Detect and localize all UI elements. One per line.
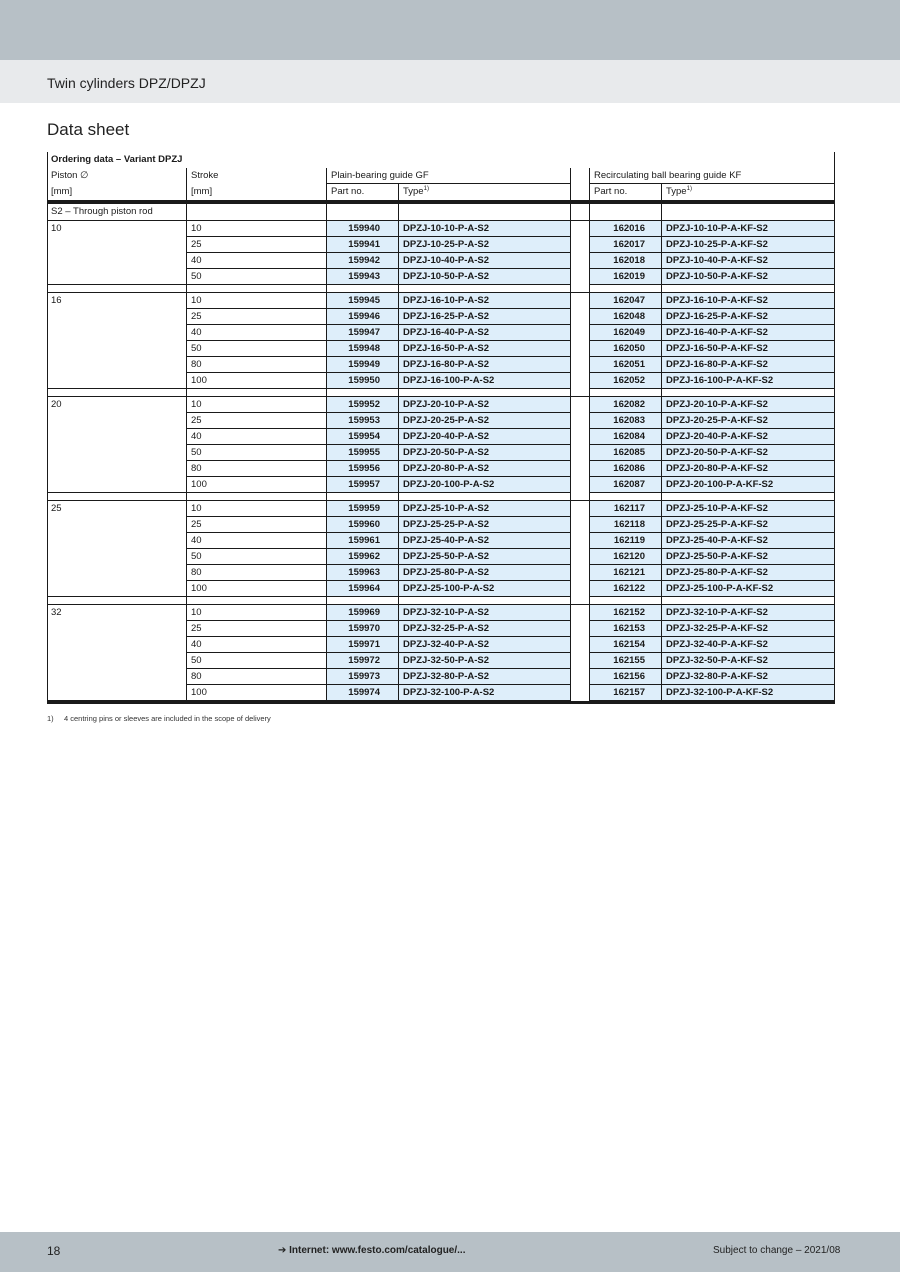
gf-type-code: DPZJ-25-100-P-A-S2 xyxy=(399,581,571,597)
table-row xyxy=(47,685,835,701)
kf-type-code: DPZJ-32-80-P-A-KF-S2 xyxy=(662,669,835,685)
gf-type-code: DPZJ-32-50-P-A-S2 xyxy=(399,653,571,669)
gf-part-number: 159949 xyxy=(327,357,398,373)
kf-part-number: 162153 xyxy=(590,621,661,637)
page-number: 18 xyxy=(47,1244,61,1258)
gf-part-number: 159959 xyxy=(327,501,398,517)
table-bottom-rule xyxy=(47,701,835,704)
gf-part-number: 159940 xyxy=(327,221,398,237)
kf-type-header xyxy=(662,184,835,200)
kf-part-number: 162117 xyxy=(590,501,661,517)
group-gf-header: Plain-bearing guide GF xyxy=(327,168,570,184)
piston-diameter xyxy=(47,445,186,461)
gf-type-code: DPZJ-20-50-P-A-S2 xyxy=(399,445,571,461)
column-divider xyxy=(398,184,399,704)
stroke-unit: [mm] xyxy=(191,186,213,197)
table-row xyxy=(47,341,835,357)
kf-type-code: DPZJ-10-50-P-A-KF-S2 xyxy=(662,269,835,285)
piston-diameter xyxy=(47,357,186,373)
piston-diameter xyxy=(47,685,186,701)
gf-type-code: DPZJ-25-25-P-A-S2 xyxy=(399,517,571,533)
table-row xyxy=(47,445,835,461)
piston-diameter xyxy=(47,253,186,269)
gf-type-code: DPZJ-20-25-P-A-S2 xyxy=(399,413,571,429)
kf-part-number: 162085 xyxy=(590,445,661,461)
stroke-value: 80 xyxy=(187,357,326,373)
gf-type-code: DPZJ-16-10-P-A-S2 xyxy=(399,293,571,309)
table-row xyxy=(47,309,835,325)
gf-part-number: 159943 xyxy=(327,269,398,285)
piston-diameter xyxy=(47,517,186,533)
kf-part-number: 162049 xyxy=(590,325,661,341)
piston-diameter xyxy=(47,533,186,549)
stroke-value: 40 xyxy=(187,429,326,445)
piston-diameter xyxy=(47,413,186,429)
table-row xyxy=(47,621,835,637)
kf-part-number: 162047 xyxy=(590,293,661,309)
kf-type-code: DPZJ-32-50-P-A-KF-S2 xyxy=(662,653,835,669)
gf-part-number: 159973 xyxy=(327,669,398,685)
ordering-table xyxy=(47,152,835,704)
column-divider xyxy=(47,152,48,704)
piston-diameter xyxy=(47,549,186,565)
table-row xyxy=(47,549,835,565)
gf-type-code: DPZJ-25-80-P-A-S2 xyxy=(399,565,571,581)
piston-diameter xyxy=(47,237,186,253)
column-divider xyxy=(589,168,590,704)
gf-type-code: DPZJ-16-100-P-A-S2 xyxy=(399,373,571,389)
kf-part-number: 162019 xyxy=(590,269,661,285)
gf-part-number: 159962 xyxy=(327,549,398,565)
footnote xyxy=(47,714,271,723)
piston-diameter: 25 xyxy=(51,503,62,514)
table-row xyxy=(47,477,835,493)
kf-type-code: DPZJ-20-40-P-A-KF-S2 xyxy=(662,429,835,445)
table-row xyxy=(47,637,835,653)
table-row xyxy=(47,373,835,389)
group-kf-header: Recirculating ball bearing guide KF xyxy=(590,168,835,184)
kf-part-number: 162119 xyxy=(590,533,661,549)
gf-part-number: 159947 xyxy=(327,325,398,341)
kf-part-number: 162120 xyxy=(590,549,661,565)
gf-type-code: DPZJ-10-50-P-A-S2 xyxy=(399,269,571,285)
kf-part-number: 162087 xyxy=(590,477,661,493)
kf-part-number: 162122 xyxy=(590,581,661,597)
kf-type-code: DPZJ-10-10-P-A-KF-S2 xyxy=(662,221,835,237)
gf-part-number: 159961 xyxy=(327,533,398,549)
piston-diameter: 32 xyxy=(51,607,62,618)
group-separator xyxy=(47,493,835,501)
stroke-value: 100 xyxy=(187,477,326,493)
group-separator xyxy=(47,389,835,397)
kf-part-number: 162157 xyxy=(590,685,661,701)
piston-diameter xyxy=(47,477,186,493)
stroke-value: 50 xyxy=(187,341,326,357)
section-row xyxy=(47,204,835,221)
column-divider xyxy=(834,152,835,704)
kf-part-number: 162016 xyxy=(590,221,661,237)
kf-type-label: Type xyxy=(666,186,687,197)
piston-diameter xyxy=(47,341,186,357)
kf-type-code: DPZJ-20-25-P-A-KF-S2 xyxy=(662,413,835,429)
document-title: Twin cylinders DPZ/DPZJ xyxy=(47,75,206,91)
kf-part-number: 162082 xyxy=(590,397,661,413)
gf-type-code: DPZJ-10-25-P-A-S2 xyxy=(399,237,571,253)
gf-type-code: DPZJ-32-100-P-A-S2 xyxy=(399,685,571,701)
gf-type-code: DPZJ-16-40-P-A-S2 xyxy=(399,325,571,341)
piston-diameter xyxy=(47,581,186,597)
kf-part-number: 162086 xyxy=(590,461,661,477)
gf-part-number: 159950 xyxy=(327,373,398,389)
table-caption-row xyxy=(47,152,835,168)
gf-type-code: DPZJ-25-10-P-A-S2 xyxy=(399,501,571,517)
gf-type-code: DPZJ-20-80-P-A-S2 xyxy=(399,461,571,477)
piston-unit: [mm] xyxy=(51,186,73,197)
stroke-value: 10 xyxy=(187,293,326,309)
kf-type-code: DPZJ-25-25-P-A-KF-S2 xyxy=(662,517,835,533)
stroke-value: 50 xyxy=(187,653,326,669)
stroke-value: 100 xyxy=(187,685,326,701)
gf-type-code: DPZJ-32-10-P-A-S2 xyxy=(399,605,571,621)
kf-type-code: DPZJ-16-10-P-A-KF-S2 xyxy=(662,293,835,309)
gf-type-header xyxy=(399,184,571,200)
table-row xyxy=(47,325,835,341)
kf-type-code: DPZJ-20-100-P-A-KF-S2 xyxy=(662,477,835,493)
piston-diameter xyxy=(47,653,186,669)
kf-part-number: 162051 xyxy=(590,357,661,373)
table-row xyxy=(47,357,835,373)
gf-part-number: 159972 xyxy=(327,653,398,669)
gf-type-label: Type xyxy=(403,186,424,197)
piston-diameter xyxy=(47,429,186,445)
kf-type-code: DPZJ-10-40-P-A-KF-S2 xyxy=(662,253,835,269)
gf-part-number: 159953 xyxy=(327,413,398,429)
gf-part-number: 159946 xyxy=(327,309,398,325)
gf-type-code: DPZJ-20-100-P-A-S2 xyxy=(399,477,571,493)
table-row xyxy=(47,429,835,445)
gf-part-number: 159952 xyxy=(327,397,398,413)
stroke-value: 25 xyxy=(187,517,326,533)
table-row xyxy=(47,253,835,269)
gf-type-code: DPZJ-25-50-P-A-S2 xyxy=(399,549,571,565)
top-banner xyxy=(0,0,900,60)
kf-type-code: DPZJ-25-10-P-A-KF-S2 xyxy=(662,501,835,517)
piston-diameter xyxy=(47,621,186,637)
kf-type-footnote-ref: 1) xyxy=(686,186,692,192)
kf-partno-header: Part no. xyxy=(594,186,628,197)
piston-diameter xyxy=(47,325,186,341)
gf-type-code: DPZJ-25-40-P-A-S2 xyxy=(399,533,571,549)
kf-part-number: 162155 xyxy=(590,653,661,669)
piston-diameter xyxy=(47,461,186,477)
table-row xyxy=(47,581,835,597)
stroke-value: 40 xyxy=(187,637,326,653)
gf-part-number: 159963 xyxy=(327,565,398,581)
kf-type-code: DPZJ-32-25-P-A-KF-S2 xyxy=(662,621,835,637)
section-title: Data sheet xyxy=(47,120,130,139)
kf-type-code: DPZJ-20-50-P-A-KF-S2 xyxy=(662,445,835,461)
col-piston-header: Piston ∅ xyxy=(51,170,89,181)
gf-type-code: DPZJ-16-50-P-A-S2 xyxy=(399,341,571,357)
col-stroke-header: Stroke xyxy=(191,170,219,181)
kf-type-code: DPZJ-16-40-P-A-KF-S2 xyxy=(662,325,835,341)
footnote-text: 4 centring pins or sleeves are included in the scope of delivery xyxy=(64,714,271,723)
kf-type-code: DPZJ-25-50-P-A-KF-S2 xyxy=(662,549,835,565)
gf-part-number: 159957 xyxy=(327,477,398,493)
stroke-value: 100 xyxy=(187,581,326,597)
piston-diameter xyxy=(47,373,186,389)
gf-part-number: 159960 xyxy=(327,517,398,533)
kf-type-code: DPZJ-32-10-P-A-KF-S2 xyxy=(662,605,835,621)
kf-type-code: DPZJ-25-40-P-A-KF-S2 xyxy=(662,533,835,549)
table-row xyxy=(47,221,835,237)
stroke-value: 10 xyxy=(187,605,326,621)
stroke-value: 25 xyxy=(187,621,326,637)
kf-type-code: DPZJ-20-80-P-A-KF-S2 xyxy=(662,461,835,477)
piston-diameter xyxy=(47,637,186,653)
kf-part-number: 162050 xyxy=(590,341,661,357)
kf-part-number: 162048 xyxy=(590,309,661,325)
table-header-row-2 xyxy=(47,184,835,200)
stroke-value: 100 xyxy=(187,373,326,389)
gf-type-code: DPZJ-10-10-P-A-S2 xyxy=(399,221,571,237)
gf-type-code: DPZJ-32-40-P-A-S2 xyxy=(399,637,571,653)
table-row xyxy=(47,653,835,669)
gf-part-number: 159955 xyxy=(327,445,398,461)
piston-diameter xyxy=(47,269,186,285)
table-row xyxy=(47,461,835,477)
piston-diameter: 20 xyxy=(51,399,62,410)
gf-part-number: 159964 xyxy=(327,581,398,597)
kf-part-number: 162152 xyxy=(590,605,661,621)
kf-type-code: DPZJ-32-100-P-A-KF-S2 xyxy=(662,685,835,701)
group-separator xyxy=(47,597,835,605)
stroke-value: 40 xyxy=(187,325,326,341)
table-caption: Ordering data – Variant DPZJ xyxy=(51,154,183,165)
piston-diameter xyxy=(47,309,186,325)
gf-type-footnote-ref: 1) xyxy=(423,186,429,192)
kf-type-code: DPZJ-16-80-P-A-KF-S2 xyxy=(662,357,835,373)
kf-part-number: 162154 xyxy=(590,637,661,653)
subject-to-change: Subject to change – 2021/08 xyxy=(713,1245,841,1256)
kf-part-number: 162121 xyxy=(590,565,661,581)
gf-type-code: DPZJ-32-80-P-A-S2 xyxy=(399,669,571,685)
gf-part-number: 159948 xyxy=(327,341,398,357)
kf-type-code: DPZJ-16-100-P-A-KF-S2 xyxy=(662,373,835,389)
column-divider xyxy=(326,168,327,704)
gf-type-code: DPZJ-16-80-P-A-S2 xyxy=(399,357,571,373)
gf-part-number: 159956 xyxy=(327,461,398,477)
table-row xyxy=(47,533,835,549)
table-row xyxy=(47,669,835,685)
column-divider xyxy=(570,168,571,704)
stroke-value: 25 xyxy=(187,309,326,325)
table-row xyxy=(47,501,835,517)
stroke-value: 10 xyxy=(187,501,326,517)
kf-part-number: 162084 xyxy=(590,429,661,445)
table-row xyxy=(47,565,835,581)
stroke-value: 10 xyxy=(187,397,326,413)
kf-type-code: DPZJ-16-50-P-A-KF-S2 xyxy=(662,341,835,357)
stroke-value: 80 xyxy=(187,565,326,581)
gf-part-number: 159941 xyxy=(327,237,398,253)
kf-part-number: 162156 xyxy=(590,669,661,685)
kf-type-code: DPZJ-10-25-P-A-KF-S2 xyxy=(662,237,835,253)
gf-part-number: 159969 xyxy=(327,605,398,621)
gf-part-number: 159942 xyxy=(327,253,398,269)
kf-part-number: 162018 xyxy=(590,253,661,269)
kf-part-number: 162052 xyxy=(590,373,661,389)
stroke-value: 50 xyxy=(187,269,326,285)
stroke-value: 50 xyxy=(187,549,326,565)
gf-part-number: 159970 xyxy=(327,621,398,637)
stroke-value: 80 xyxy=(187,669,326,685)
group-separator xyxy=(47,285,835,293)
gf-type-code: DPZJ-16-25-P-A-S2 xyxy=(399,309,571,325)
column-divider xyxy=(186,168,187,704)
piston-diameter xyxy=(47,565,186,581)
piston-diameter: 16 xyxy=(51,295,62,306)
gf-partno-header: Part no. xyxy=(331,186,365,197)
piston-diameter xyxy=(47,669,186,685)
gf-type-code: DPZJ-32-25-P-A-S2 xyxy=(399,621,571,637)
gf-part-number: 159954 xyxy=(327,429,398,445)
table-row xyxy=(47,413,835,429)
gf-part-number: 159945 xyxy=(327,293,398,309)
table-row xyxy=(47,605,835,621)
kf-type-code: DPZJ-16-25-P-A-KF-S2 xyxy=(662,309,835,325)
kf-part-number: 162083 xyxy=(590,413,661,429)
kf-type-code: DPZJ-25-100-P-A-KF-S2 xyxy=(662,581,835,597)
kf-type-code: DPZJ-20-10-P-A-KF-S2 xyxy=(662,397,835,413)
table-row xyxy=(47,517,835,533)
gf-type-code: DPZJ-20-10-P-A-S2 xyxy=(399,397,571,413)
table-row xyxy=(47,237,835,253)
stroke-value: 80 xyxy=(187,461,326,477)
column-divider xyxy=(661,184,662,704)
stroke-value: 25 xyxy=(187,237,326,253)
table-body xyxy=(47,221,835,701)
footnote-number: 1) xyxy=(47,714,54,723)
kf-part-number: 162017 xyxy=(590,237,661,253)
kf-part-number: 162118 xyxy=(590,517,661,533)
stroke-value: 40 xyxy=(187,533,326,549)
gf-part-number: 159974 xyxy=(327,685,398,701)
stroke-value: 50 xyxy=(187,445,326,461)
gf-part-number: 159971 xyxy=(327,637,398,653)
gf-type-code: DPZJ-10-40-P-A-S2 xyxy=(399,253,571,269)
section-label: S2 – Through piston rod xyxy=(51,206,153,217)
kf-type-code: DPZJ-25-80-P-A-KF-S2 xyxy=(662,565,835,581)
stroke-value: 10 xyxy=(187,221,326,237)
kf-type-code: DPZJ-32-40-P-A-KF-S2 xyxy=(662,637,835,653)
table-row xyxy=(47,269,835,285)
internet-link[interactable]: ➔ Internet: www.festo.com/catalogue/... xyxy=(278,1245,466,1256)
piston-diameter: 10 xyxy=(51,223,62,234)
table-header-row-1 xyxy=(47,168,835,184)
stroke-value: 40 xyxy=(187,253,326,269)
stroke-value: 25 xyxy=(187,413,326,429)
table-row xyxy=(47,397,835,413)
gf-type-code: DPZJ-20-40-P-A-S2 xyxy=(399,429,571,445)
table-row xyxy=(47,293,835,309)
